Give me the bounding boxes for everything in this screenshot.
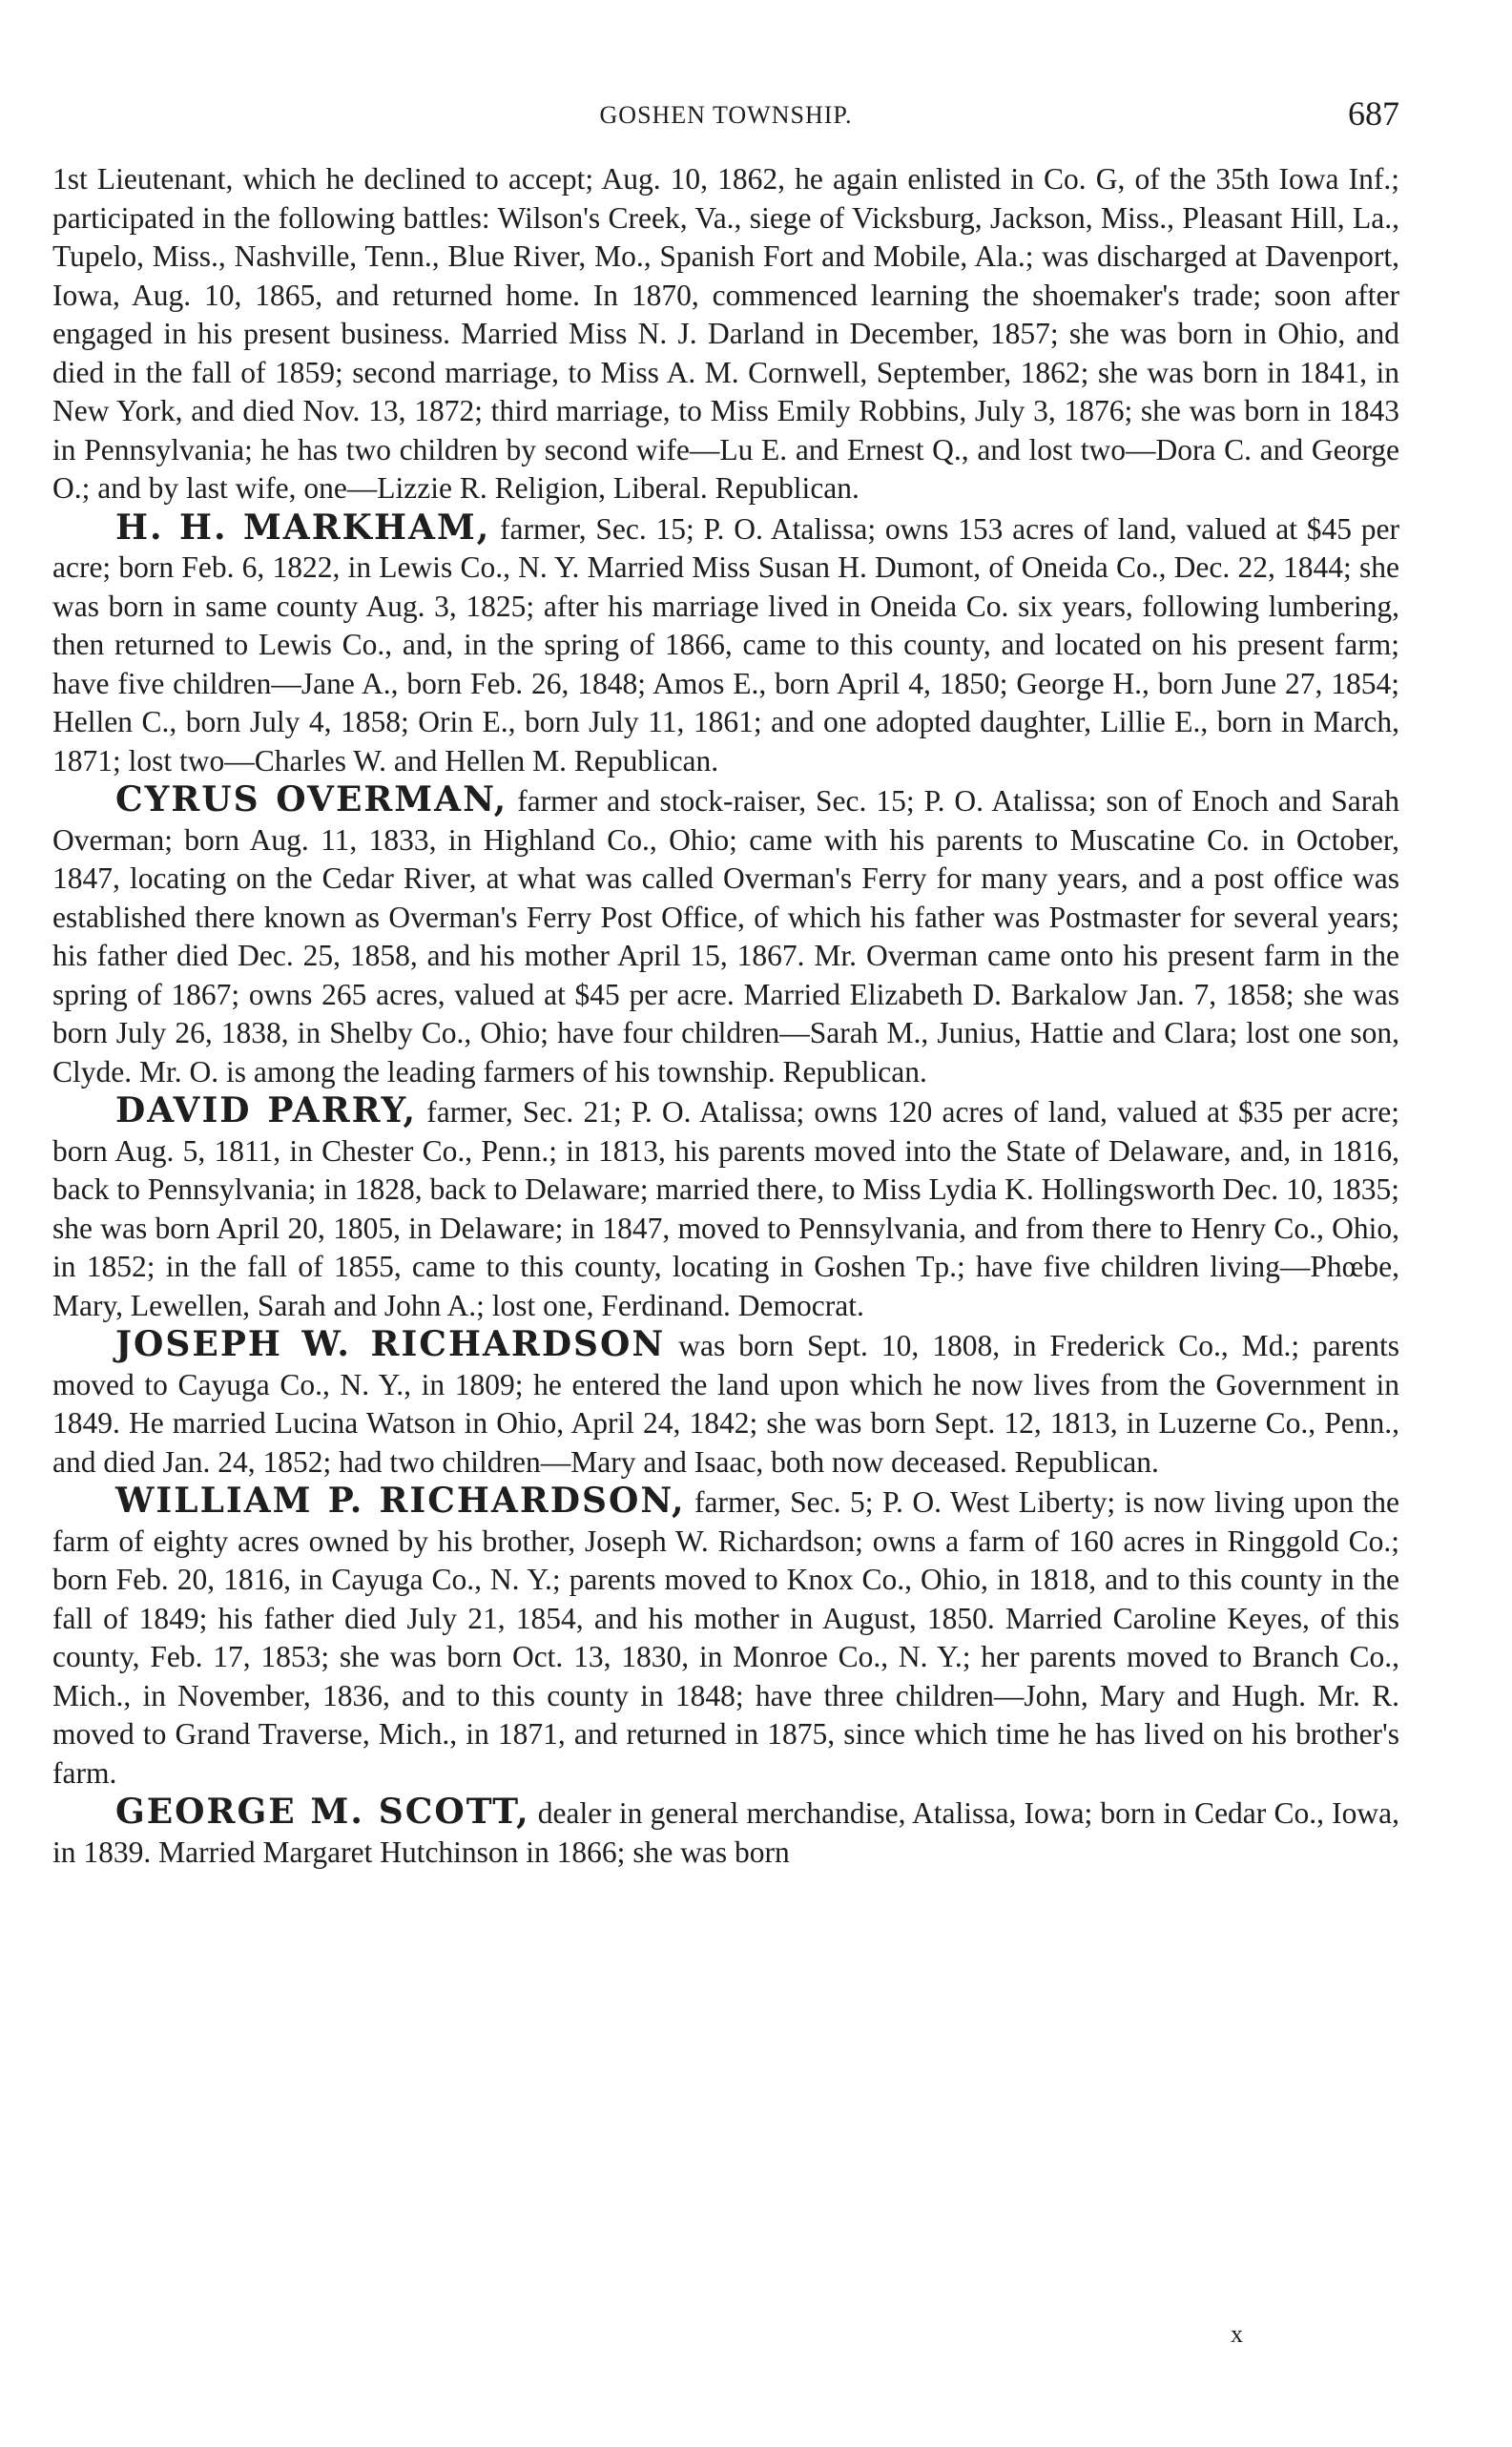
entry-overman bbox=[52, 780, 1399, 1091]
signature-mark: x bbox=[1231, 2320, 1243, 2348]
entry-text: farmer, Sec. 5; P. O. West Liberty; is now living upon the farm of eighty acres owned by his brother, Joseph W. Richardson; owns a farm of 160 acres in Ringgold Co.; born Feb. 20, 1816, in Cayuga Co., N. Y.; parents moved to Knox Co., Ohio, in 1818, and to this county in the fall of 1849; his father died July 21, 1854, and his mother in August, 1850. Married Caroline Keyes, of this county, Feb. 17, 1853; she was born Oct. 13, 1830, in Monroe Co., N. Y.; her parents moved to Branch Co., Mich., in November, 1836, and to this county in 1848; have three children—John, Mary and Hugh. Mr. R. moved to Grand Traverse, Mich., in 1871, and returned in 1875, since which time he has lived on his brother's farm. bbox=[52, 1485, 1400, 1790]
entry-name: JOSEPH W. RICHARDSON bbox=[115, 1324, 666, 1364]
entry-name: H. H. MARKHAM, bbox=[115, 507, 491, 548]
continuation-paragraph: 1st Lieutenant, which he declined to accept; Aug. 10, 1862, he again enlisted in Co. G, of the 35th Iowa Inf.; participated in the following battles: Wilson's Creek, Va., siege of Vicksburg, Jackson, Miss., Pleasant Hill, La., Tupelo, Miss., Nashville, Tenn., Blue River, Mo., Spanish Fort and Mobile, Ala.; was discharged at Davenport, Iowa, Aug. 10, 1865, and returned home. In 1870, commenced learning the shoemaker's trade; soon after engaged in his present business. Married Miss N. J. Darland in December, 1857; she was born in Ohio, and died in the fall of 1859; second marriage, to Miss A. M. Cornwell, September, 1862; she was born in 1841, in New York, and died Nov. 13, 1872; third marriage, to Miss Emily Robbins, July 3, 1876; she was born in 1843 in Pennsylvania; he has two children by second wife—Lu E. and Ernest Q., and lost two—Dora C. and George O.; and by last wife, one—Lizzie R. Religion, Liberal. Republican. bbox=[52, 162, 1399, 505]
entry-scott bbox=[52, 1793, 1399, 1872]
entry-text: was born Sept. 10, 1808, in Frederick Co., Md.; parents moved to Cayuga Co., N. Y., in 1809; he entered the land upon which he now lives from the Government in 1849. He married Lucina Watson in Ohio, April 24, 1842; she was born Sept. 12, 1813, in Luzerne Co., Penn., and died Jan. 24, 1852; had two children—Mary and Isaac, both now deceased. Republican. bbox=[52, 1329, 1400, 1479]
entry-markham bbox=[52, 508, 1399, 781]
entry-william-richardson bbox=[52, 1482, 1399, 1793]
entry-name: GEORGE M. SCOTT, bbox=[115, 1792, 530, 1832]
entry-name: DAVID PARRY, bbox=[115, 1090, 418, 1130]
entry-joseph-richardson bbox=[52, 1325, 1399, 1482]
entry-parry bbox=[52, 1091, 1399, 1325]
entry-text: farmer, Sec. 21; P. O. Atalissa; owns 120 acres of land, valued at $35 per acre; born Aug. 5, 1811, in Chester Co., Penn.; in 1813, his parents moved into the State of Delaware, and, in 1816, back to Pennsylvania; in 1828, back to Delaware; married there, to Miss Lydia K. Hollingsworth Dec. 10, 1835; she was born April 20, 1805, in Delaware; in 1847, moved to Pennsylvania, and from there to Henry Co., Ohio, in 1852; in the fall of 1855, came to this county, locating in Goshen Tp.; have five children living—Phœbe, Mary, Lewellen, Sarah and John A.; lost one, Ferdinand. Democrat. bbox=[52, 1095, 1399, 1322]
entry-name: CYRUS OVERMAN, bbox=[115, 779, 508, 819]
entry-text: dealer in general merchandise, Atalissa, Iowa; born in Cedar Co., Iowa, in 1839. Married Margaret Hutchinson in 1866; she was born bbox=[52, 1796, 1399, 1869]
entry-name: WILLIAM P. RICHARDSON, bbox=[115, 1481, 686, 1521]
entry-text: farmer, Sec. 15; P. O. Atalissa; owns 153 acres of land, valued at $45 per acre; born Feb. 6, 1822, in Lewis Co., N. Y. Married Miss Susan H. Dumont, of Oneida Co., Dec. 22, 1844; she was born in same county Aug. 3, 1825; after his marriage lived in Oneida Co. six years, following lumbering, then returned to Lewis Co., and, in the spring of 1866, came to this county, and located on his present farm; have five children—Jane A., born Feb. 26, 1848; Amos E., born April 4, 1850; George H., born June 27, 1854; Hellen C., born July 4, 1858; Orin E., born July 11, 1861; and one adopted daughter, Lillie E., born in March, 1871; lost two—Charles W. and Hellen M. Republican. bbox=[52, 511, 1400, 778]
running-head: GOSHEN TOWNSHIP. bbox=[599, 101, 853, 129]
page-number: 687 bbox=[1348, 94, 1399, 133]
page-header bbox=[52, 93, 1399, 141]
body-text bbox=[52, 160, 1399, 1872]
entry-text: farmer and stock-raiser, Sec. 15; P. O. Atalissa; son of Enoch and Sarah Overman; born Aug. 11, 1833, in Highland Co., Ohio; came with his parents to Muscatine Co. in October, 1847, locating on the Cedar River, at what was called Overman's Ferry for many years, and a post office was established there known as Overman's Ferry Post Office, of which his father was Postmaster for several years; his father died Dec. 25, 1858, and his mother April 15, 1867. Mr. Overman came onto his present farm in the spring of 1867; owns 265 acres, valued at $45 per acre. Married Elizabeth D. Barkalow Jan. 7, 1858; she was born July 26, 1838, in Shelby Co., Ohio; have four children—Sarah M., Junius, Hattie and Clara; lost one son, Clyde. Mr. O. is among the leading farmers of his township. Republican. bbox=[52, 784, 1399, 1089]
